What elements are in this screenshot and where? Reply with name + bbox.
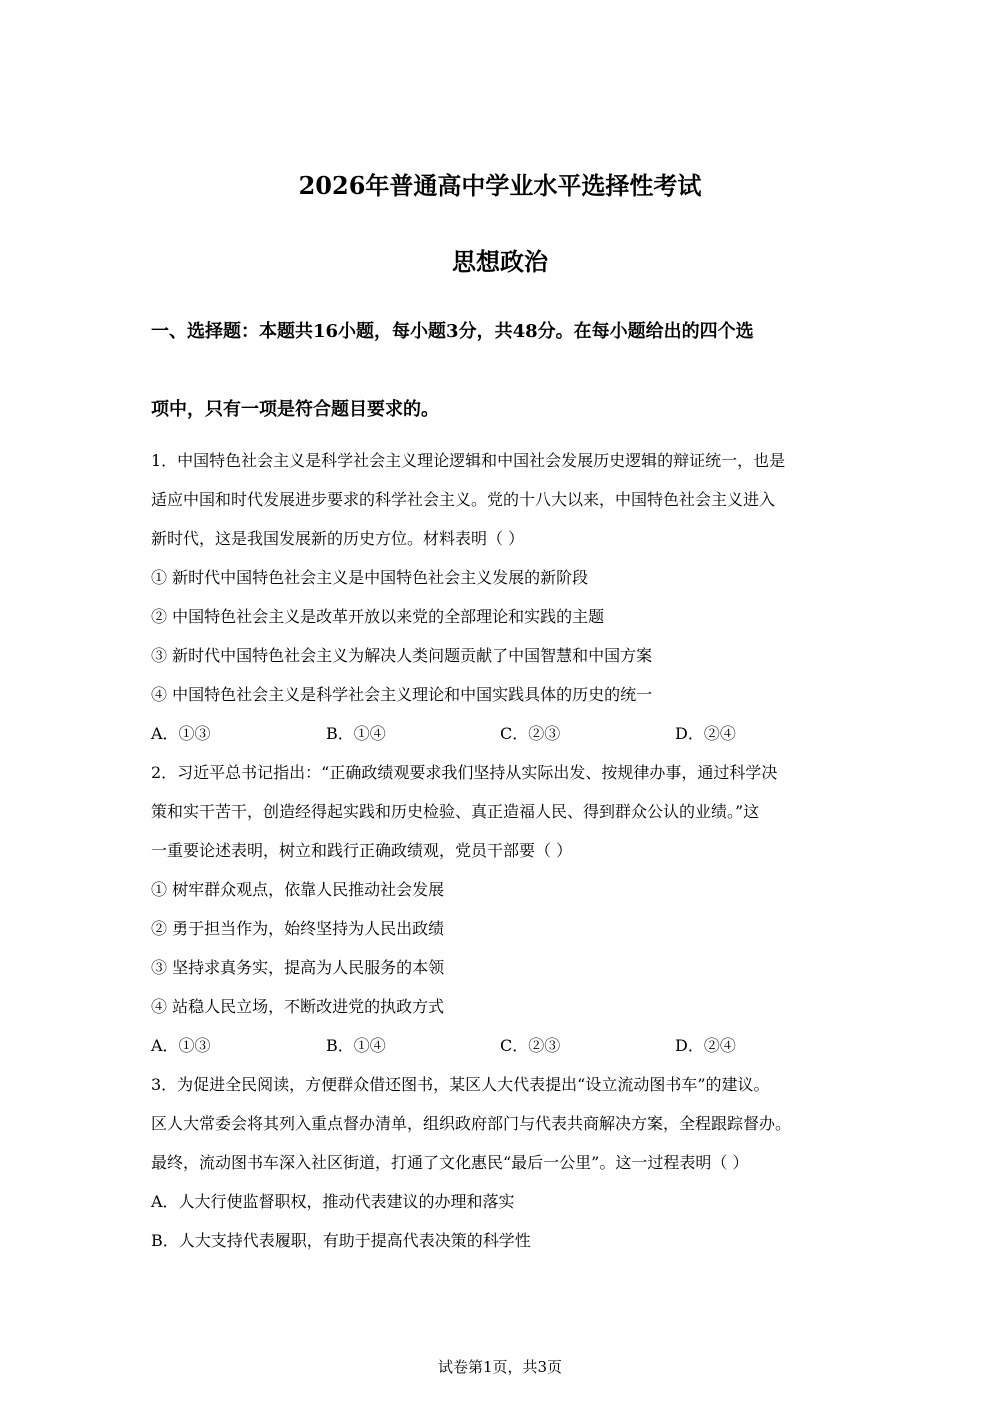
q2-item-2: ② 勇于担当作为，始终坚持为人民出政绩 (151, 919, 445, 938)
q1-stem-line3: 新时代，这是我国发展新的历史方位。材料表明（ ） (151, 529, 525, 548)
q3-stem-line1: 3．为促进全民阅读，方便群众借还图书，某区人大代表提出“设立流动图书车”的建议。 (151, 1075, 770, 1094)
q2-item-3: ③ 坚持求真务实，提高为人民服务的本领 (151, 958, 445, 977)
q2-item-1: ① 树牢群众观点，依靠人民推动社会发展 (151, 880, 445, 899)
q1-item-2: ② 中国特色社会主义是改革开放以来党的全部理论和实践的主题 (151, 607, 605, 626)
section-heading-line1: 一、选择题：本题共16小题，每小题3分，共48分。在每小题给出的四个选 (151, 321, 754, 342)
section-heading-line2: 项中，只有一项是符合题目要求的。 (151, 399, 439, 420)
exam-title: 2026年普通高中学业水平选择性考试 (298, 171, 702, 200)
q2-choice-d: D．②④ (675, 1036, 736, 1055)
q1-stem-line2: 适应中国和时代发展进步要求的科学社会主义。党的十八大以来，中国特色社会主义进入 (151, 490, 776, 509)
q1-choice-c: C．②③ (500, 724, 561, 743)
q1-item-4: ④ 中国特色社会主义是科学社会主义理论和中国实践具体的历史的统一 (151, 685, 653, 704)
q2-stem-line2: 策和实干苦干，创造经得起实践和历史检验、真正造福人民、得到群众公认的业绩。”这 (151, 802, 760, 821)
subject-title: 思想政治 (452, 247, 548, 276)
q1-item-3: ③ 新时代中国特色社会主义为解决人类问题贡献了中国智慧和中国方案 (151, 646, 653, 665)
q2-choice-a: A．①③ (151, 1036, 211, 1055)
q2-item-4: ④ 站稳人民立场，不断改进党的执政方式 (151, 997, 445, 1016)
q2-choice-c: C．②③ (500, 1036, 561, 1055)
page-footer: 试卷第1页，共3页 (437, 1358, 563, 1376)
q1-choice-d: D．②④ (675, 724, 736, 743)
q2-stem-line3: 一重要论述表明，树立和践行正确政绩观，党员干部要（ ） (151, 841, 573, 860)
q3-stem-line3: 最终，流动图书车深入社区街道，打通了文化惠民“最后一公里”。这一过程表明（ ） (151, 1153, 749, 1172)
q1-choice-a: A．①③ (151, 724, 211, 743)
q3-answer-b: B．人大支持代表履职，有助于提高代表决策的科学性 (151, 1231, 531, 1250)
q2-stem-line1: 2．习近平总书记指出：“正确政绩观要求我们坚持从实际出发、按规律办事，通过科学决 (151, 763, 778, 782)
q3-stem-line2: 区人大常委会将其列入重点督办清单，组织政府部门与代表共商解决方案，全程跟踪督办。 (151, 1114, 792, 1133)
q3-answer-a: A．人大行使监督职权，推动代表建议的办理和落实 (151, 1192, 515, 1211)
q1-choice-b: B．①④ (326, 724, 386, 743)
q1-item-1: ① 新时代中国特色社会主义是中国特色社会主义发展的新阶段 (151, 568, 589, 587)
q1-stem-line1: 1．中国特色社会主义是科学社会主义理论逻辑和中国社会发展历史逻辑的辩证统一，也是 (151, 451, 786, 470)
q2-choice-b: B．①④ (326, 1036, 386, 1055)
